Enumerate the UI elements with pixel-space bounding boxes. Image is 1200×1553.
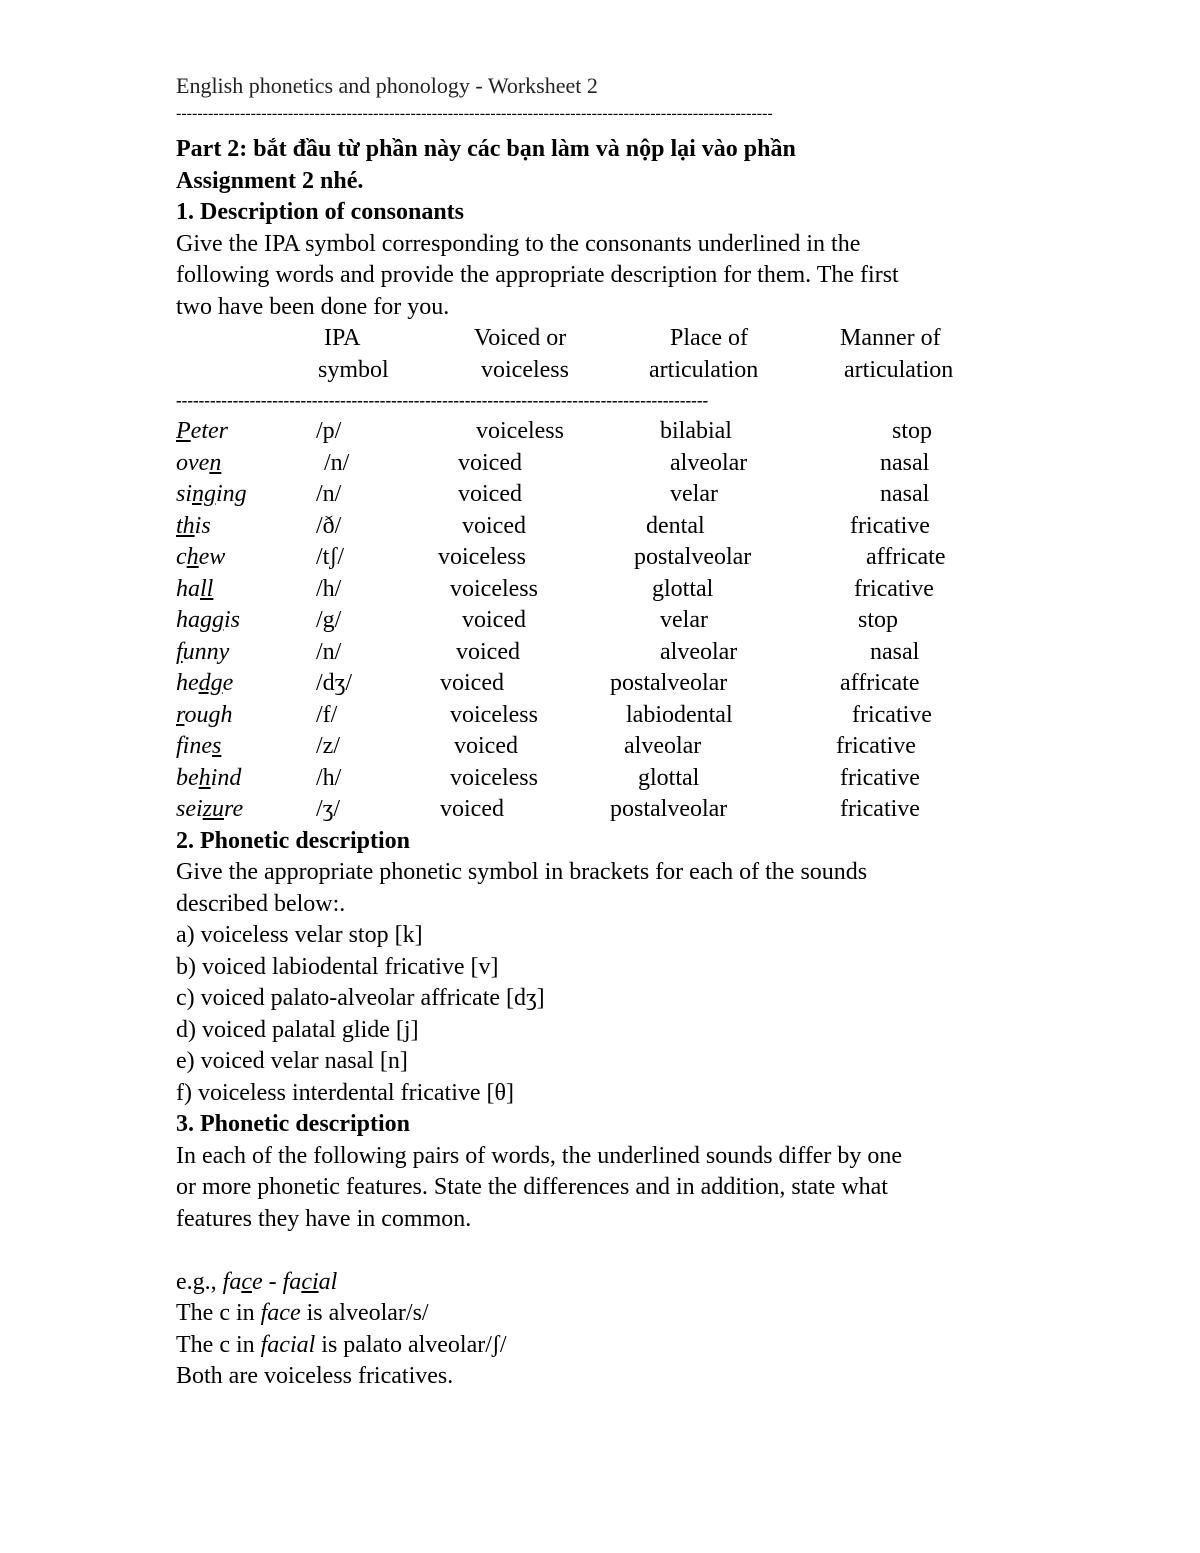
section3-heading: 3. Phonetic description [176, 1111, 410, 1137]
row-place: dental [646, 512, 705, 539]
row-voicing: voiced [462, 512, 526, 539]
col-place-header: Place of [670, 325, 748, 351]
row-word [176, 763, 241, 795]
row-ipa: /h/ [316, 575, 342, 602]
table-row [176, 794, 1026, 826]
col-place-header-2: articulation [649, 356, 759, 383]
table-row [176, 448, 1026, 480]
row-word-post: unny [182, 638, 230, 665]
row-word-post: ing [216, 481, 247, 507]
row-word-pre: ha [176, 607, 200, 633]
row-manner: fricative [854, 575, 934, 602]
table-row [176, 574, 1026, 606]
section2-item-d: d) voiced palatal glide [j] [176, 1016, 419, 1043]
table-row [176, 605, 1026, 637]
row-word-post: e [222, 670, 234, 696]
example-line-2-a: The c in [176, 1331, 261, 1358]
row-place: alveolar [660, 638, 738, 665]
row-word [176, 416, 228, 448]
row-manner: nasal [880, 481, 930, 507]
worksheet-page [176, 70, 1026, 1393]
example-word-1-underlined: c [241, 1268, 252, 1295]
example-word-2-pre: fa [282, 1268, 302, 1295]
page-header: English phonetics and phonology - Worksheet 2 [176, 73, 598, 98]
row-word [176, 668, 233, 700]
table-row [176, 542, 1026, 574]
example-word-2-underlined: ci [301, 1268, 319, 1295]
row-word-underlined: h [198, 764, 211, 791]
col-manner-header-2: articulation [844, 356, 954, 383]
table-row [176, 700, 1026, 732]
row-word-underlined: dg [198, 670, 223, 696]
row-word-underlined: P [176, 418, 191, 444]
intro-line-1: Part 2: bắt đầu từ phần này các bạn làm và nộp lại vào phần [176, 136, 796, 162]
table-row [176, 668, 1026, 700]
row-ipa: /p/ [316, 418, 342, 444]
section1-instruction-3: two have been done for you. [176, 293, 450, 320]
row-word-post: is [224, 607, 241, 633]
table-row [176, 731, 1026, 763]
example-line-2-b: is palato alveolar/ʃ/ [315, 1331, 507, 1358]
row-ipa: /n/ [324, 449, 350, 476]
row-word [176, 794, 243, 826]
row-voicing: voiced [454, 733, 518, 759]
col-voicing-header-2: voiceless [481, 356, 569, 383]
row-ipa: /n/ [316, 638, 342, 665]
row-ipa: /ʒ/ [316, 796, 340, 822]
row-word-underlined: f [176, 638, 183, 665]
row-word-underlined: n [209, 449, 222, 476]
row-word [176, 731, 221, 763]
row-manner: fricative [836, 733, 916, 759]
section1-instruction-1: Give the IPA symbol corresponding to the consonants underlined in the [176, 230, 861, 257]
row-word-pre: ove [176, 449, 210, 476]
row-ipa: /f/ [316, 701, 338, 728]
example-line-1-word: face [260, 1300, 301, 1326]
row-word-underlined: ll [200, 575, 214, 602]
row-manner: fricative [852, 701, 932, 728]
row-word-underlined: h [186, 544, 199, 570]
row-manner: affricate [840, 670, 920, 696]
example-line-1-a: The c in [176, 1300, 261, 1326]
row-word-pre: si [176, 481, 193, 507]
example-line-2-word: facial [260, 1331, 316, 1358]
row-word-underlined: zu [202, 796, 225, 822]
section1-heading: 1. Description of consonants [176, 199, 465, 225]
example-word-2-post: al [318, 1268, 338, 1295]
col-ipa-header-2: symbol [318, 356, 389, 383]
row-word-pre: sei [176, 796, 203, 822]
row-manner: affricate [866, 544, 946, 570]
row-ipa: /dʒ/ [316, 670, 352, 696]
row-voicing: voiceless [450, 575, 538, 602]
section3-instruction-2: or more phonetic features. State the differences and in addition, state what [176, 1174, 888, 1200]
row-voicing: voiceless [438, 544, 526, 570]
row-manner: stop [892, 418, 933, 444]
row-place: glottal [638, 764, 700, 791]
row-word-post: ind [210, 764, 242, 791]
col-manner-header: Manner of [840, 325, 941, 351]
row-word-post: ew [198, 544, 226, 570]
row-ipa: /tʃ/ [316, 544, 344, 570]
intro-line-2: Assignment 2 nhé. [176, 167, 364, 194]
example-eg: e.g., [176, 1268, 217, 1295]
row-manner: nasal [870, 638, 920, 665]
row-word-underlined: s [212, 733, 222, 759]
row-word [176, 637, 229, 669]
row-voicing: voiced [440, 796, 504, 822]
row-word-post: ough [184, 701, 233, 728]
section2-item-b: b) voiced labiodental fricative [v] [176, 953, 499, 980]
example-line-3: Both are voiceless fricatives. [176, 1363, 454, 1389]
row-word [176, 511, 211, 543]
row-word [176, 542, 225, 574]
table-row [176, 479, 1026, 511]
table-header-row-2 [176, 355, 1026, 387]
header-divider: ---------------------------------------------------------------------------------------------------------------- [176, 105, 773, 122]
table-row [176, 637, 1026, 669]
row-word [176, 574, 213, 606]
row-word [176, 479, 247, 511]
row-place: postalveolar [634, 544, 752, 570]
row-place: alveolar [624, 733, 702, 759]
row-place: bilabial [660, 418, 732, 444]
row-word-pre: c [176, 544, 187, 570]
row-ipa: /n/ [316, 481, 342, 507]
section1-instruction-2: following words and provide the appropriate description for them. The first [176, 262, 899, 288]
row-word-pre: he [176, 670, 199, 696]
example-line-1-b: is alveolar/s/ [300, 1300, 429, 1326]
section2-instruction-2: described below:. [176, 890, 346, 917]
col-ipa-header: IPA [324, 325, 361, 351]
row-voicing: voiceless [476, 418, 564, 444]
example-line-1 [176, 1298, 1026, 1330]
table-header-row-1 [176, 323, 1026, 355]
consonant-table [176, 416, 1026, 826]
row-word-pre: ha [176, 575, 200, 602]
table-row [176, 511, 1026, 543]
row-ipa: /g/ [316, 607, 342, 633]
section2-item-c: c) voiced palato-alveolar affricate [dʒ] [176, 985, 545, 1011]
row-word-pre: fine [176, 733, 212, 759]
row-ipa: /ð/ [316, 512, 342, 539]
row-ipa: /z/ [316, 733, 340, 759]
example-line-2 [176, 1330, 1026, 1362]
row-voicing: voiceless [450, 701, 538, 728]
row-voicing: voiceless [450, 764, 538, 791]
table-divider: ---------------------------------------------------------------------------------------------- [176, 391, 709, 410]
row-voicing: voiced [440, 670, 504, 696]
row-word-underlined: r [176, 701, 185, 728]
section2-instruction-1: Give the appropriate phonetic symbol in brackets for each of the sounds [176, 859, 868, 885]
row-place: velar [660, 607, 708, 633]
row-word-underlined: ng [192, 481, 217, 507]
row-word [176, 700, 232, 732]
section2-heading: 2. Phonetic description [176, 827, 410, 854]
row-word-post: eter [190, 418, 228, 444]
section2-item-f: f) voiceless interdental fricative [θ] [176, 1079, 515, 1106]
example-word-1-pre: fa [216, 1268, 242, 1295]
col-voicing-header: Voiced or [474, 325, 567, 351]
section3-instruction-1: In each of the following pairs of words, the underlined sounds differ by one [176, 1142, 903, 1169]
table-row [176, 416, 1026, 448]
section2-item-e: e) voiced velar nasal [n] [176, 1048, 408, 1074]
row-manner: fricative [850, 512, 930, 539]
row-word [176, 448, 221, 480]
row-word-post: is [194, 512, 211, 539]
row-manner: nasal [880, 449, 930, 476]
row-voicing: voiced [456, 638, 520, 665]
example-word-1-post: e [251, 1268, 263, 1295]
row-manner: stop [858, 607, 899, 633]
row-voicing: voiced [462, 607, 526, 633]
row-voicing: voiced [458, 449, 522, 476]
row-word-pre: be [176, 764, 199, 791]
row-word-underlined: th [176, 512, 195, 539]
row-manner: fricative [840, 796, 920, 822]
row-place: postalveolar [610, 796, 728, 822]
row-manner: fricative [840, 764, 920, 791]
row-place: velar [670, 481, 718, 507]
row-voicing: voiced [458, 481, 522, 507]
section2-item-a: a) voiceless velar stop [k] [176, 922, 423, 948]
row-place: alveolar [670, 449, 748, 476]
row-word-post: re [224, 796, 244, 822]
row-place: labiodental [626, 701, 733, 728]
row-place: postalveolar [610, 670, 728, 696]
row-ipa: /h/ [316, 764, 342, 791]
example-dash: - [262, 1268, 283, 1295]
row-word-underlined: gg [200, 607, 224, 633]
section3-instruction-3: features they have in common. [176, 1205, 472, 1232]
table-row [176, 763, 1026, 795]
row-place: glottal [652, 575, 714, 602]
row-word [176, 605, 240, 637]
example-heading [176, 1267, 1026, 1299]
